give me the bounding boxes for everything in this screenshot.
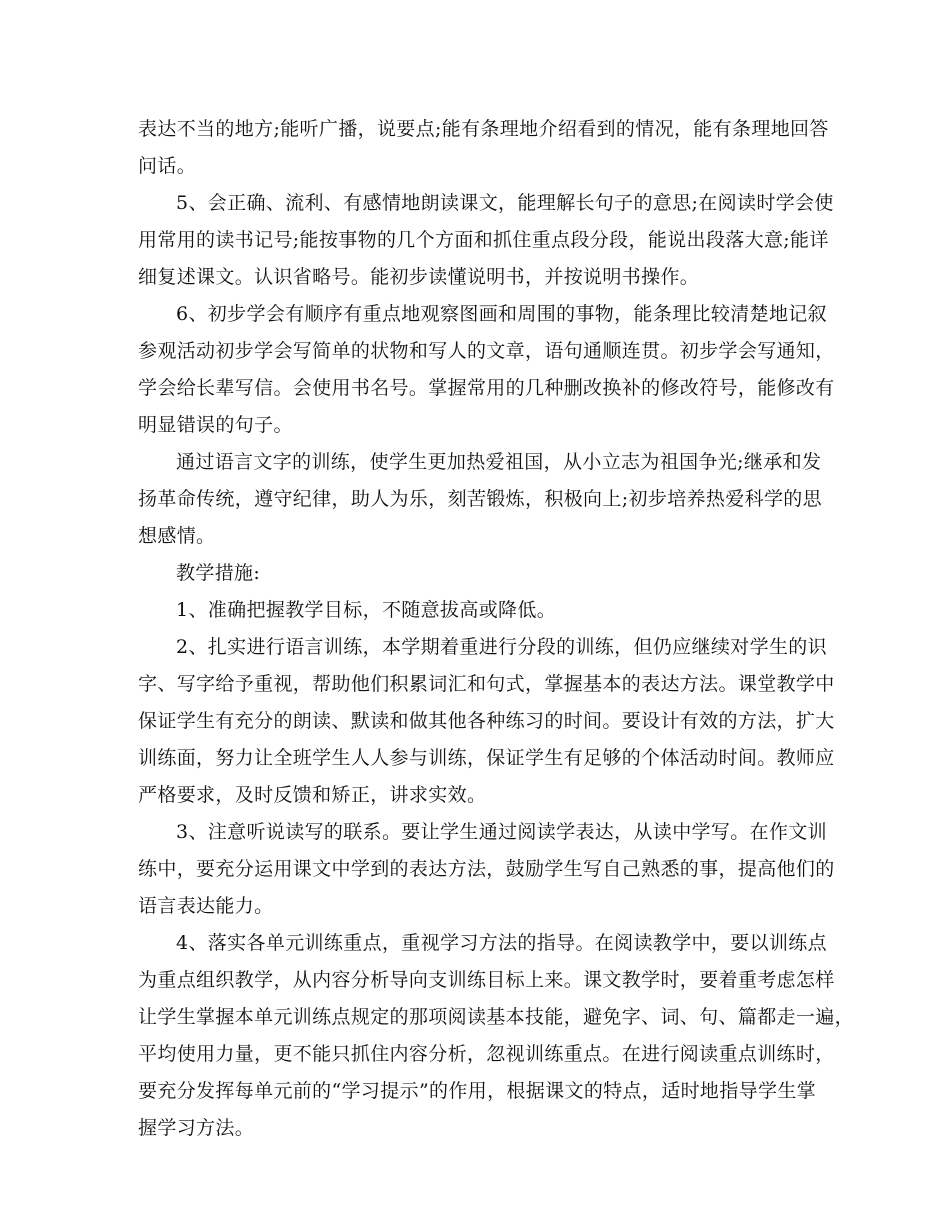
text-line: 想感情。 [138, 525, 216, 547]
text-line: 为重点组织教学，从内容分析导向支训练目标上来。课文教学时，要着重考虑怎样 [138, 969, 835, 991]
text-line: 严格要求，及时反馈和矫正，讲求实效。 [138, 784, 487, 806]
section-heading: 教学措施: [176, 562, 261, 584]
text-line: 语言表达能力。 [138, 895, 274, 917]
text-line: 练中，要充分运用课文中学到的表达方法，鼓励学生写自己熟悉的事，提高他们的 [138, 858, 835, 880]
text-line: 扬革命传统，遵守纪律，助人为乐，刻苦锻炼，积极向上;初步培养热爱科学的思 [138, 488, 823, 510]
text-line: 明显错误的句子。 [138, 414, 293, 436]
text-line: 训练面，努力让全班学生人人参与训练，保证学生有足够的个体活动时间。教师应 [138, 747, 835, 769]
text-line: 字、写字给予重视，帮助他们积累词汇和句式，掌握基本的表达方法。课堂教学中 [138, 673, 835, 695]
text-line: 6、初步学会有顺序有重点地观察图画和周围的事物，能条理比较清楚地记叙 [176, 303, 827, 325]
text-line: 1、准确把握教学目标，不随意拔高或降低。 [176, 599, 557, 621]
text-line: 学会给长辈写信。会使用书名号。掌握常用的几种删改换补的修改符号，能修改有 [138, 377, 835, 399]
text-line: 细复述课文。认识省略号。能初步读懂说明书，并按说明书操作。 [138, 266, 700, 288]
text-line: 要充分发挥每单元前的“学习提示”的作用，根据课文的特点，适时地指导学生掌 [138, 1080, 817, 1102]
text-line: 4、落实各单元训练重点，重视学习方法的指导。在阅读教学中，要以训练点 [176, 932, 827, 954]
text-line: 表达不当的地方;能听广播，说要点;能有条理地介绍看到的情况，能有条理地回答 [138, 118, 829, 140]
text-line: 2、扎实进行语言训练，本学期着重进行分段的训练，但仍应继续对学生的识 [176, 636, 827, 658]
text-line: 通过语言文字的训练，使学生更加热爱祖国，从小立志为祖国争光;继承和发 [176, 451, 822, 473]
text-line: 让学生掌握本单元训练点规定的那项阅读基本技能，避免字、词、句、篇都走一遍， [138, 1006, 854, 1028]
text-line: 握学习方法。 [138, 1117, 255, 1139]
text-line: 5、会正确、流利、有感情地朗读课文，能理解长句子的意思;在阅读时学会使 [176, 192, 834, 214]
text-line: 3、注意听说读写的联系。要让学生通过阅读学表达，从读中学写。在作文训 [176, 821, 827, 843]
text-line: 保证学生有充分的朗读、默读和做其他各种练习的时间。要设计有效的方法，扩大 [138, 710, 835, 732]
text-line: 参观活动初步学会写简单的状物和写人的文章，语句通顺连贯。初步学会写通知， [138, 340, 835, 362]
text-line: 用常用的读书记号;能按事物的几个方面和抓住重点段分段，能说出段落大意;能详 [138, 229, 829, 251]
text-line: 问话。 [138, 155, 197, 177]
text-line: 平均使用力量，更不能只抓住内容分析，忽视训练重点。在进行阅读重点训练时， [138, 1043, 835, 1065]
